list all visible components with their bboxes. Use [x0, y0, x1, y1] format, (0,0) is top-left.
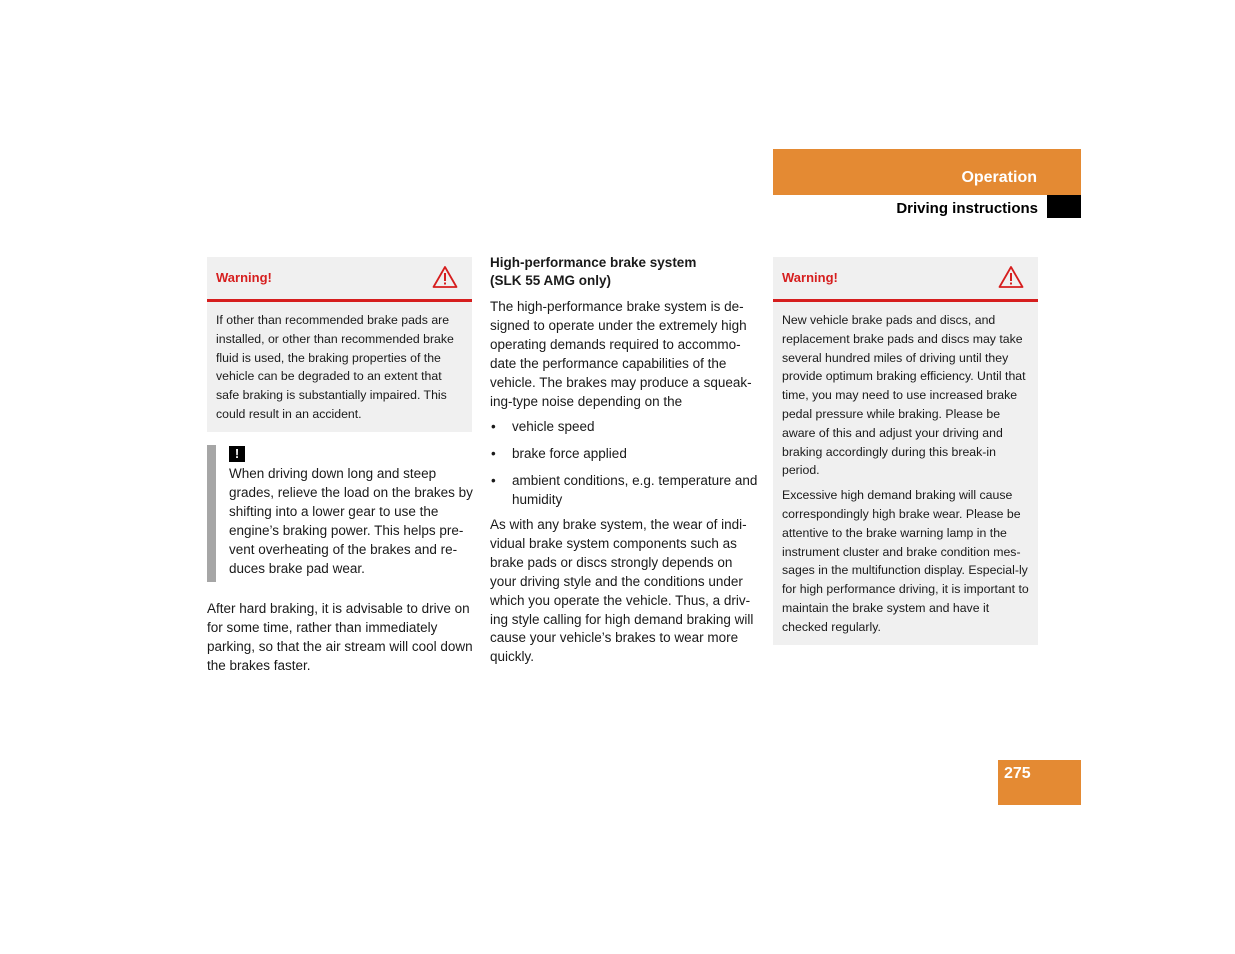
bullet-icon: • [491, 445, 496, 461]
warning-text: Excessive high demand braking will cause correspondingly high brake wear. Please be attentive to the brake warning lamp in the instrument cluster and brake condition mes-sages in the multifunction display. Especial-ly for high performance driving, it is important to maintain the brake system and have it checked regularly. [782, 488, 1029, 634]
page-number: 275 [1004, 765, 1031, 782]
warning-body [773, 302, 1038, 645]
section-header-bar [773, 149, 1081, 195]
note-exclamation-icon: ! [229, 446, 245, 462]
note-text: When driving down long and steep grades, relieve the load on the brakes by shifting into a lower gear to use the engine’s braking power. This helps pre-vent overheating of the brakes and re-duces brake pad wear. [229, 466, 473, 576]
section-title: Operation [961, 169, 1037, 186]
warning-triangle-icon [998, 265, 1024, 289]
subsection-title: Driving instructions [896, 200, 1038, 217]
bullet-icon: • [491, 419, 496, 434]
section-heading-line1: High-performance brake system [490, 255, 697, 270]
warning-text: New vehicle brake pads and discs, and replacement brake pads and discs may take several hundred miles of driving until they provide optimum braking efficiency. Until that time, you may need to use increased brake pedal pressure while braking. Please be aware of this and adjust your driving and braking accordingly during this break-in period. [782, 313, 1026, 478]
after-braking-paragraph: After hard braking, it is advisable to drive on for some time, rather than immediately parking, so that the air stream will cool down the brakes faster. [207, 601, 473, 673]
list-item: • ambient conditions, e.g. temperature and humidity [491, 472, 758, 507]
warning-text: If other than recommended brake pads are installed, or other than recommended brake fluid is used, the braking properties of the vehicle can be degraded to an extent that safe braking is substantially impaired. This could result in an accident. [216, 313, 454, 421]
brake-wear-paragraph: As with any brake system, the wear of indi-vidual brake system components such as brake pads or discs strongly depends on your driving style and the conditions under which you operate the vehicle. Thus, a driv-ing style calling for high demand braking will cause your vehicle’s brakes to wear more quickly. [490, 517, 754, 665]
warning-body [207, 302, 472, 432]
bullet-icon: • [491, 472, 496, 488]
brake-system-paragraph: The high-performance brake system is de-signed to operate under the extremely high operating demands required to accommo-date the performance capabilities of the vehicle. The brakes may produce a squeak-ing-type noise depending on the [490, 299, 752, 409]
list-item: • brake force applied [490, 445, 758, 464]
page-number-box [998, 760, 1081, 805]
warning-box-left [207, 257, 472, 432]
chapter-tab-marker [1047, 195, 1081, 218]
warning-header [207, 257, 472, 302]
warning-title: Warning! [782, 270, 838, 285]
section-heading-line2: (SLK 55 AMG only) [490, 273, 612, 288]
section-heading [490, 254, 760, 290]
warning-triangle-icon [432, 265, 458, 289]
note-side-bar [207, 445, 216, 582]
noise-factors-list [490, 418, 758, 518]
warning-title: Warning! [216, 270, 272, 285]
warning-header [773, 257, 1038, 302]
list-item: • vehicle speed [490, 418, 758, 437]
warning-box-right [773, 257, 1038, 645]
